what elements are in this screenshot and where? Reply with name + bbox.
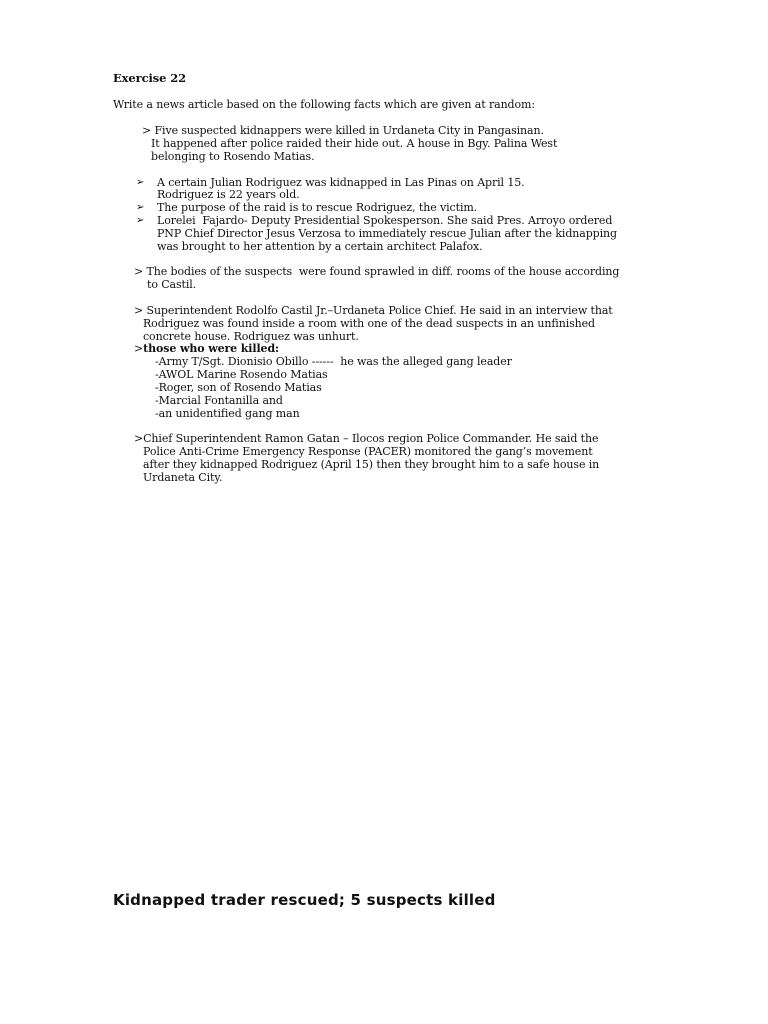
killed-heading-text: those who were killed: xyxy=(143,342,279,355)
fact-line: > Superintendent Rodolfo Castil Jr.–Urdaneta Police Chief. He said in an interview that xyxy=(134,304,613,317)
exercise-title: Exercise 22 xyxy=(113,71,187,85)
article-headline: Kidnapped trader rescued; 5 suspects killed xyxy=(113,891,496,909)
fact-line: It happened after police raided their hide out. A house in Bgy. Palina West xyxy=(151,137,558,150)
bullet-line: Lorelei Fajardo- Deputy Presidential Spokesperson. She said Pres. Arroyo ordered xyxy=(157,214,613,227)
killed-name: -Roger, son of Rosendo Matias xyxy=(155,381,322,394)
killed-name: -Army T/Sgt. Dionisio Obillo ------ he was the alleged gang leader xyxy=(155,355,512,368)
fact-line: after they kidnapped Rodriguez (April 15) then they brought him to a safe house in xyxy=(143,458,600,471)
fact-line: Urdaneta City. xyxy=(143,471,223,484)
fact-line: concrete house. Rodriguez was unhurt. xyxy=(143,330,359,343)
exercise-instruction: Write a news article based on the following facts which are given at random: xyxy=(113,98,535,111)
bullet-line: was brought to her attention by a certain architect Palafox. xyxy=(157,240,483,253)
arrow-bullet-icon: ➢ xyxy=(136,202,145,213)
fact-line: >Chief Superintendent Ramon Gatan – Ilocos region Police Commander. He said the xyxy=(134,432,599,445)
killed-name: -Marcial Fontanilla and xyxy=(155,394,283,407)
fact-line: > Five suspected kidnappers were killed in Urdaneta City in Pangasinan. xyxy=(142,124,544,137)
fact-line: > The bodies of the suspects were found sprawled in diff. rooms of the house according xyxy=(134,265,620,278)
killed-heading xyxy=(134,342,279,355)
bullet-line: PNP Chief Director Jesus Verzosa to immediately rescue Julian after the kidnapping xyxy=(157,227,617,240)
fact-line: to Castil. xyxy=(147,278,197,291)
fact-line: belonging to Rosendo Matias. xyxy=(151,150,315,163)
fact-line: Rodriguez was found inside a room with one of the dead suspects in an unfinished xyxy=(143,317,595,330)
arrow-bullet-icon: ➢ xyxy=(136,215,145,226)
killed-prefix: > xyxy=(134,342,144,355)
fact-line: Police Anti-Crime Emergency Response (PACER) monitored the gang’s movement xyxy=(143,445,593,458)
bullet-line: The purpose of the raid is to rescue Rodriguez, the victim. xyxy=(157,201,478,214)
bullet-line: Rodriguez is 22 years old. xyxy=(157,188,300,201)
killed-name: -an unidentified gang man xyxy=(155,407,300,420)
arrow-bullet-icon: ➢ xyxy=(136,177,145,188)
killed-name: -AWOL Marine Rosendo Matias xyxy=(155,368,328,381)
bullet-line: A certain Julian Rodriguez was kidnapped in Las Pinas on April 15. xyxy=(157,176,525,189)
